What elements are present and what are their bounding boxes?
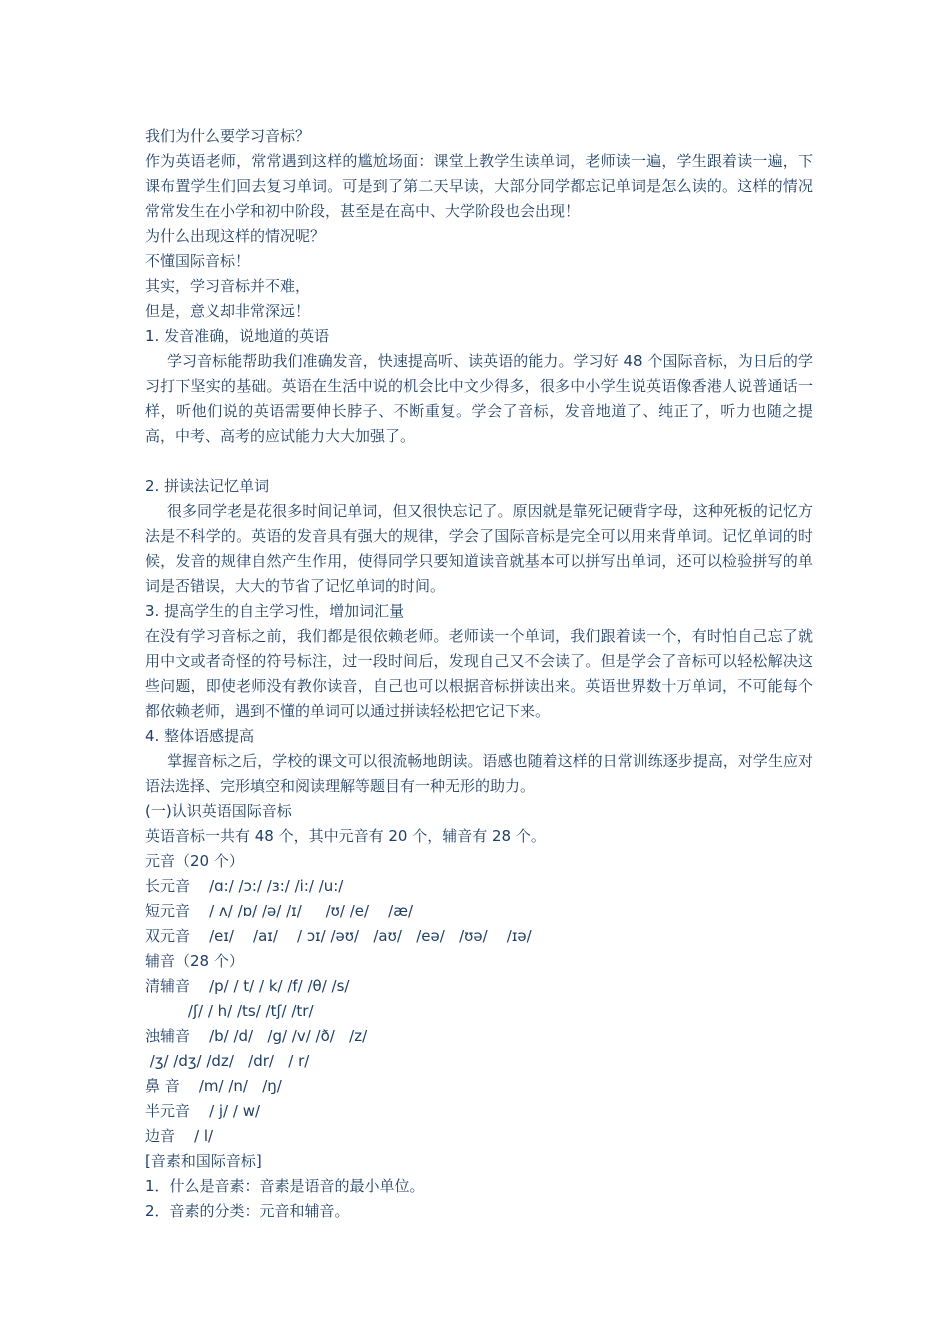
heading-4: 4. 整体语感提高 bbox=[145, 727, 255, 745]
long-vowels-row: 长元音 /ɑ:/ /ɔ:/ /ɜ:/ /i:/ /u:/ bbox=[145, 877, 344, 895]
voiceless-row-2: /ʃ/ / h/ /ts/ /tʃ/ /tr/ bbox=[145, 1002, 314, 1020]
voiceless-row-1: 清辅音 /p/ / t/ / k/ /f/ /θ/ /s/ bbox=[145, 977, 350, 995]
definition-2: 2．音素的分类：元音和辅音。 bbox=[145, 1202, 350, 1220]
consonant-title: 辅音（28 个） bbox=[145, 952, 244, 970]
paragraph-4: 掌握音标之后，学校的课文可以很流畅地朗读。语感也随着这样的日常训练逐步提高，对学生应对语法选择、完形填空和阅读理解等题目有一种无形的助力。 bbox=[145, 752, 813, 795]
why-question: 为什么出现这样的情况呢？ bbox=[145, 227, 326, 245]
paragraph-3: 在没有学习音标之前，我们都是很依赖老师。老师读一个单词，我们跟着读一个，有时怕自己忘了就用中文或者奇怪的符号标注，过一段时间后，发现自己又不会读了。但是学会了音标可以轻松解决这些问题，即使老师没有教你读音，自己也可以根据音标拼读出来。英语世界数十万单词，不可能每个都依赖老师，遇到不懂的单词可以通过拼读轻松把它记下来。 bbox=[145, 627, 813, 720]
heading-2: 2. 拼读法记忆单词 bbox=[145, 477, 270, 495]
question-title: 我们为什么要学习音标？ bbox=[145, 127, 311, 145]
diphthongs-row: 双元音 /eɪ/ /aɪ/ / ɔɪ/ /əʊ/ /aʊ/ /eə/ /ʊə/ /ɪə/ bbox=[145, 927, 532, 945]
heading-3: 3. 提高学生的自主学习性，增加词汇量 bbox=[145, 602, 405, 620]
section-title-ipa: (一)认识英语国际音标 bbox=[145, 802, 292, 820]
answer-text: 不懂国际音标！ bbox=[145, 252, 251, 270]
vowel-title: 元音（20 个） bbox=[145, 852, 244, 870]
nasal-row: 鼻 音 /m/ /n/ /ŋ/ bbox=[145, 1077, 282, 1095]
definition-1: 1．什么是音素：音素是语音的最小单位。 bbox=[145, 1177, 425, 1195]
meaning-text: 但是，意义却非常深远！ bbox=[145, 302, 311, 320]
semivowel-row: 半元音 / j/ / w/ bbox=[145, 1102, 261, 1120]
blank-line bbox=[145, 449, 813, 474]
voiced-row-2: /ʒ/ /dʒ/ /dz/ /dr/ / r/ bbox=[145, 1052, 310, 1070]
symbol-count: 英语音标一共有 48 个，其中元音有 20 个，辅音有 28 个。 bbox=[145, 827, 546, 845]
intro-paragraph: 作为英语老师，常常遇到这样的尴尬场面：课堂上教学生读单词，老师读一遍，学生跟着读一遍，下课布置学生们回去复习单词。可是到了第二天早读，大部分同学都忘记单词是怎么读的。这样的情况常常发生在小学和初中阶段，甚至是在高中、大学阶段也会出现！ bbox=[145, 152, 813, 220]
voiced-row-1: 浊辅音 /b/ /d/ /g/ /v/ /ð/ /z/ bbox=[145, 1027, 368, 1045]
section-title-phoneme: [音素和国际音标] bbox=[145, 1152, 262, 1170]
paragraph-2: 很多同学老是花很多时间记单词，但又很快忘记了。原因就是靠死记硬背字母，这种死板的记忆方法是不科学的。英语的发音具有强大的规律，学会了国际音标是完全可以用来背单词。记忆单词的时候，发音的规律自然产生作用，使得同学只要知道读音就基本可以拼写出单词，还可以检验拼写的单词是否错误，大大的节省了记忆单词的时间。 bbox=[145, 502, 813, 595]
short-vowels-row: 短元音 / ʌ/ /ɒ/ /ə/ /ɪ/ /ʊ/ /e/ /æ/ bbox=[145, 902, 414, 920]
heading-1: 1. 发音准确，说地道的英语 bbox=[145, 327, 330, 345]
easy-text: 其实，学习音标并不难， bbox=[145, 277, 311, 295]
paragraph-1: 学习音标能帮助我们准确发音，快速提高听、读英语的能力。学习好 48 个国际音标，为日后的学习打下坚实的基础。英语在生活中说的机会比中文少得多，很多中小学生说英语像香港人说普通话一样，听他们说的英语需要伸长脖子、不断重复。学会了音标，发音地道了、纯正了，听力也随之提高，中考、高考的应试能力大大加强了。 bbox=[145, 352, 813, 445]
document-page bbox=[145, 124, 813, 1224]
lateral-row: 边音 / l/ bbox=[145, 1127, 214, 1145]
